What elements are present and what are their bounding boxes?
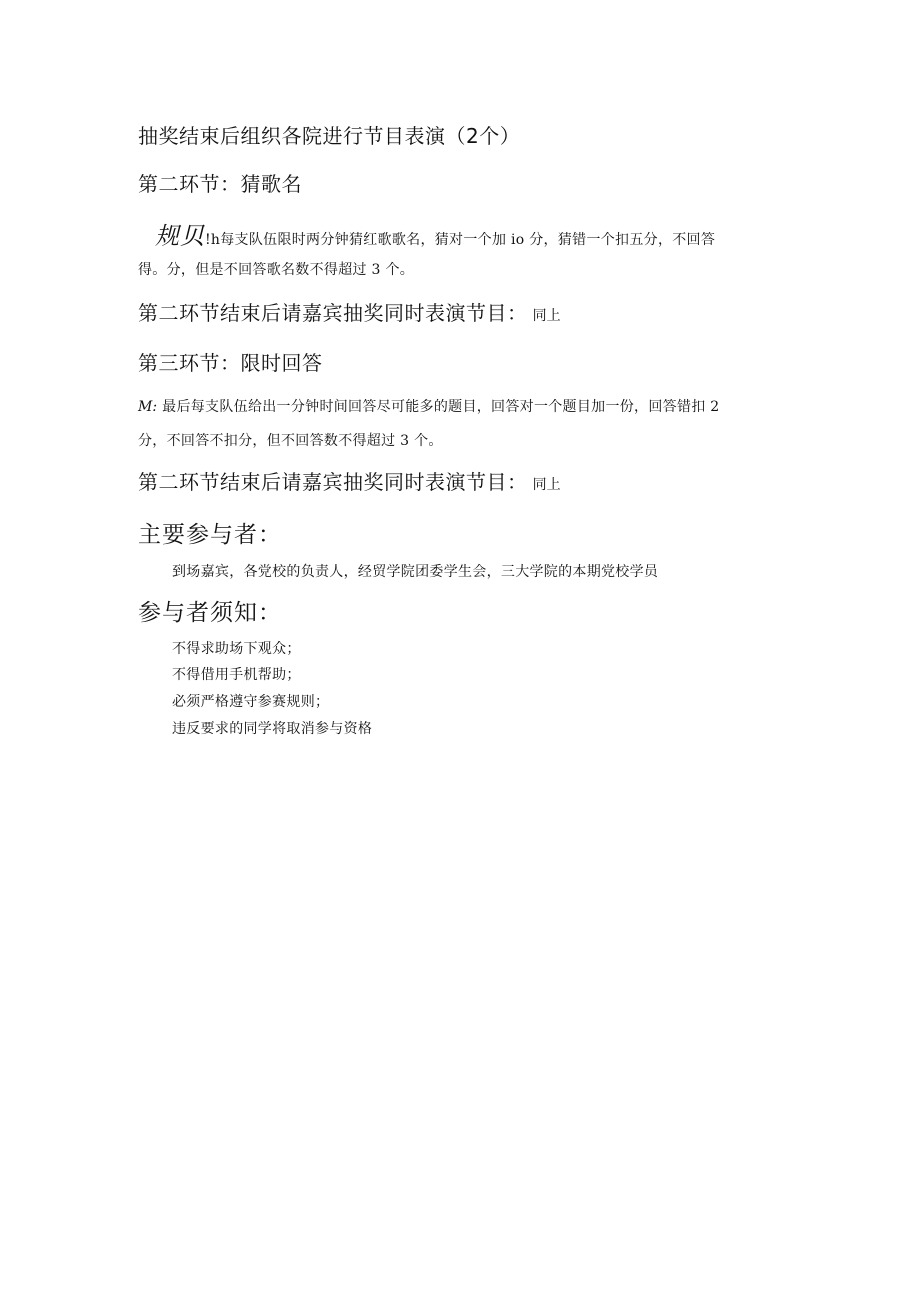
- rule-line-2: 得。分，但是不回答歌名数不得超过 3 个。: [138, 262, 415, 278]
- same-as-above-1: 同上: [532, 308, 561, 324]
- participants-heading: 主要参与者：: [138, 522, 282, 548]
- note-item: 不得借用手机帮助；: [172, 667, 301, 683]
- note-item: 必须严格遵守参赛规则；: [172, 694, 330, 710]
- note-item: 违反要求的同学将取消参与资格: [172, 721, 373, 737]
- after-section-text-2: 第二环节结束后请嘉宾抽奖同时表演节目：: [138, 470, 528, 494]
- rule-text-1: !h每支队伍限时两分钟猜红歌歌名，猜对一个加 io 分，猜错一个扣五分，不回答: [205, 232, 716, 248]
- participants-text: 到场嘉宾，各党校的负责人，经贸学院团委学生会，三大学院的本期党校学员: [172, 564, 659, 580]
- rule-lead-text: 规贝: [155, 222, 205, 250]
- note-item: 不得求助场下观众；: [172, 641, 301, 657]
- after-section-line-2: [138, 466, 561, 495]
- rule-lead-m: M:: [138, 399, 158, 415]
- after-section-text-1: 第二环节结束后请嘉宾抽奖同时表演节目：: [138, 301, 528, 325]
- performance-line: 抽奖结束后组织各院进行节目表演（2个）: [138, 124, 521, 148]
- notes-heading: 参与者须知：: [138, 600, 282, 626]
- same-as-above-2: 同上: [532, 477, 561, 493]
- section-two-heading: 第二环节：猜歌名: [138, 172, 302, 196]
- rule-text-3: 最后每支队伍给出一分钟时间回答尽可能多的题目，回答对一个题目加一份，回答错扣 2: [162, 399, 720, 415]
- rule-line-3: [138, 396, 720, 416]
- after-section-line-1: [138, 297, 561, 326]
- rule-line-1: [155, 216, 715, 251]
- section-three-heading: 第三环节：限时回答: [138, 351, 323, 375]
- rule-line-4: 分，不回答不扣分，但不回答数不得超过 3 个。: [138, 433, 443, 449]
